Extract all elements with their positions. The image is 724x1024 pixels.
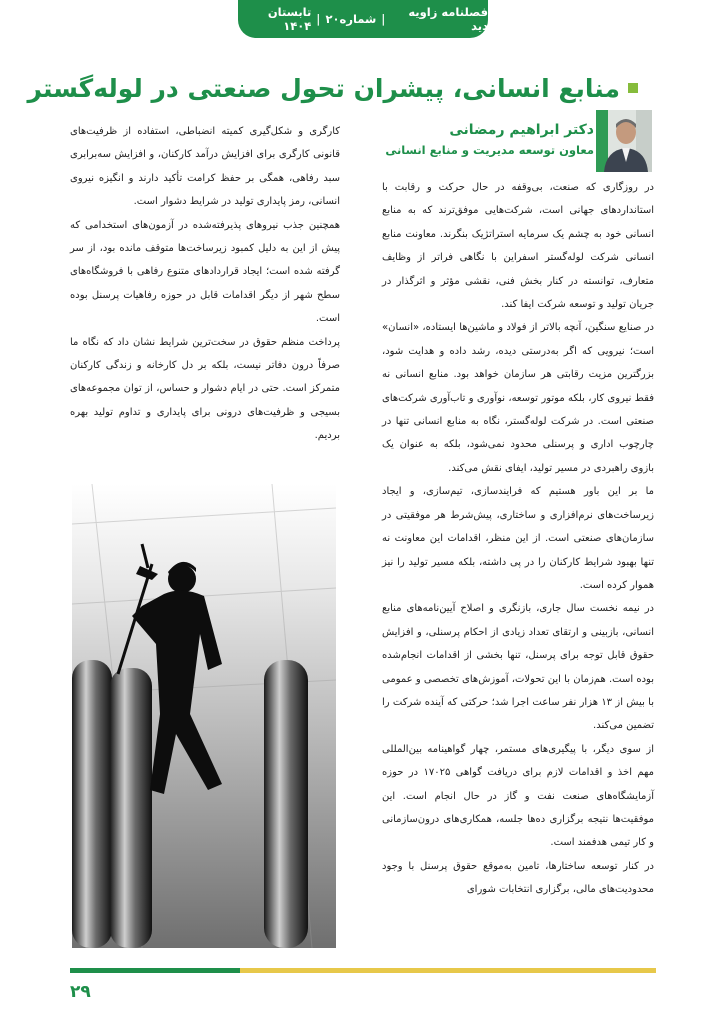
paragraph: در کنار توسعه ساختارها، تامین به‌موقع حقوق پرسنل با وجود محدودیت‌های مالی، برگزاری انتخابات شورای <box>382 860 654 896</box>
author-block <box>370 110 658 174</box>
paragraph: پرداخت منظم حقوق در سخت‌ترین شرایط نشان داد که نگاه ما صرفاً درون دفاتر نیست، بلکه بر دل کارخانه و زندگی کارکنان متمرکز است. حتی در ایام دشوار و حساس، از توان مجموعه‌های بسیجی و ظرفیت‌های درونی برای پایداری و تداوم تولید بهره بردیم. <box>70 336 340 442</box>
paragraph: در صنایع سنگین، آنچه بالاتر از فولاد و ماشین‌ها ایستاده، «انسان» است؛ نیرویی که اگر به‌درستی دیده، رشد داده و هدایت شود، بزرگترین مزیت رقابتی هر سازمان خواهد بود. منابع انسانی نه فقط نیروی کار، بلکه موتور توسعه، نوآوری و تاب‌آوری شرکت‌های صنعتی است. در شرکت لوله‌گستر، نگاه به منابع انسانی تنها در چارچوب اداری و پرسنلی محدود نمی‌شود، بلکه به عنوان یک بازوی راهبردی در مسیر تولید، ایفای نقش می‌کند. <box>382 322 654 474</box>
author-text <box>385 120 594 160</box>
page-title: منابع انسانی، پیشران تحول صنعتی در لوله‌گستر <box>27 73 620 103</box>
author-role: معاون توسعه مدیریت و منابع انسانی <box>385 143 594 157</box>
paragraph: در روزگاری که صنعت، بی‌وقفه در حال حرکت و رقابت با استانداردهای جهانی است، شرکت‌هایی موفق‌ترند که به منابع انسانی خود به چشم یک سرمایه استراتژیک بنگرند. معاونت منابع انسانی شرکت لوله‌گستر اسفراین با نگاهی فراتر از وظایف متعارف، توانسته در کنار بخش فنی، نقشی مؤثر و اثرگذار در جریان تولید و توسعه شرکت ایفا کند. <box>382 182 654 311</box>
header-separator: | <box>381 12 386 26</box>
magazine-header-tab <box>238 0 488 38</box>
paragraph: در نیمه نخست سال جاری، بازنگری و اصلاح آیین‌نامه‌های منابع انسانی، بازبینی و ارتقای تعداد زیادی از احکام پرسنلی، و افزایش حقوق قابل توجه برای پرسنل، تنها بخشی از اقدامات انجام‌شده بوده است. هم‌زمان با این تحولات، آموزش‌های تخصصی و عمومی با بیش از ۱۳ هزار نفر ساعت اجرا شد؛ حرکتی که آینده شرکت را تضمین می‌کند. <box>382 603 655 732</box>
magazine-name: فصلنامه زاویه دید <box>408 5 488 33</box>
right-column <box>382 176 654 902</box>
author-name: دکتر ابراهیم رمضانی <box>449 122 594 138</box>
issue-number: شماره۲۰ <box>325 12 377 26</box>
paragraph: از سوی دیگر، با پیگیری‌های مستمر، چهار گواهینامه بین‌المللی مهم اخذ و اقدامات لازم برای دریافت گواهی ۱۷۰۲۵ در حوزه آزمایشگاه‌های صنعت نفت و گاز در حال انجام است. این موفقیت‌ها نتیجه برگزاری ده‌ها جلسه، همکاری‌های درون‌سازمانی و کار تیمی هدفمند است. <box>382 743 654 849</box>
title-bar <box>27 66 638 110</box>
left-column <box>70 120 340 448</box>
page-number: ۲۹ <box>70 982 91 1002</box>
header-separator: | <box>316 12 321 26</box>
bottom-rule <box>70 968 656 973</box>
title-bullet-icon <box>628 83 638 93</box>
issue-season: تابستان ۱۴۰۴ <box>267 5 312 33</box>
paragraph: همچنین جذب نیروهای پذیرفته‌شده در آزمون‌های استخدامی که پیش از این به دلیل کمبود زیرساخت‌ها متوقف مانده بود، از سر گرفته شده است؛ ایجاد قراردادهای متنوع رفاهی با فروشگاه‌های سطح شهر از دیگر اقدامات قابل در حوزه رفاهیات پرسنل بوده است. <box>70 219 340 325</box>
worker-pipes-photo <box>72 484 336 948</box>
author-photo <box>596 110 652 172</box>
paragraph: ما بر این باور هستیم که فرایندسازی، تیم‌سازی، و ایجاد زیرساخت‌های نرم‌افزاری و ساختاری، پیش‌شرط هر موفقیتی در سازمان‌های صنعتی است. از این منظر، اقدامات این معاونت نه تنها بهبود شرایط کارکنان را در پی داشته، بلکه مسیر تولید را نیز هموار کرده است. <box>382 486 654 591</box>
paragraph: کارگری و شکل‌گیری کمیته انضباطی، استفاده از ظرفیت‌های قانونی کارگری برای افزایش درآمد کارکنان، و افزایش سه‌برابری سبد رفاهی، همگی بر حفظ کرامت تأکید دارند و انگیزه نیروی انسانی، رمز پایداری تولید در شرایط دشوار است. <box>70 126 340 208</box>
